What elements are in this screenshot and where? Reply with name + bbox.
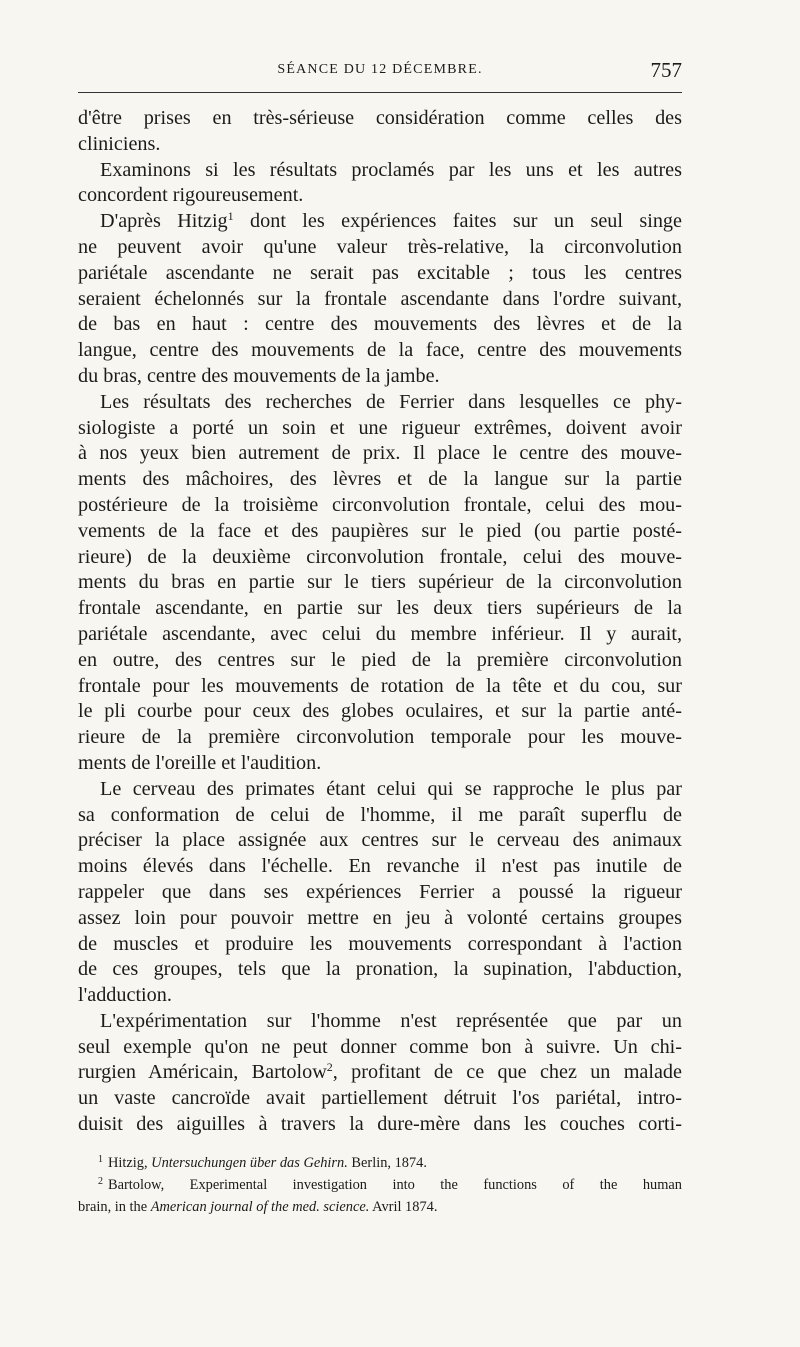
- text-line: postérieure de la troisième circonvolution frontale, celui des mou-: [78, 493, 682, 516]
- text-line: l'adduction.: [78, 984, 172, 1007]
- text-line: [78, 209, 682, 235]
- text-line: duisit des aiguilles à travers la dure-mère dans les couches corti-: [78, 1113, 682, 1136]
- paragraph: [78, 158, 682, 210]
- text-line: langue, centre des mouvements de la face, centre des mouvements: [78, 339, 682, 362]
- text-line: seul exemple qu'on ne peut donner comme bon à suivre. Un chi-: [78, 1035, 682, 1058]
- text-line: un vaste cancroïde avait partiellement détruit l'os pariétal, intro-: [78, 1087, 682, 1110]
- footnote-ref[interactable]: 2: [326, 1060, 333, 1075]
- text-line: le pli courbe pour ceux des globes oculaires, et sur la partie anté-: [78, 700, 682, 723]
- footnote-marker: 1: [98, 1154, 103, 1165]
- text-line: Le cerveau des primates étant celui qui se rapproche le plus par: [100, 777, 682, 800]
- text-line: rieure) de la deuxième circonvolution frontale, celui des mouve-: [78, 545, 682, 568]
- paragraph: [78, 1009, 682, 1138]
- text-line: de muscles et produire les mouvements correspondant à l'action: [78, 932, 682, 955]
- text-line: moins élevés dans l'échelle. En revanche il n'est pas inutile de: [78, 855, 682, 878]
- text-line: préciser la place assignée aux centres sur le cerveau des animaux: [78, 829, 682, 852]
- header-rule: [78, 92, 682, 93]
- text-line: ne peuvent avoir qu'une valeur très-relative, la circonvolution: [78, 235, 682, 258]
- text-line: du bras, centre des mouvements de la jambe.: [78, 364, 440, 387]
- text-fragment: dont les expériences faites sur un seul singe: [233, 210, 682, 233]
- text-fragment: rurgien Américain, Bartolow: [78, 1061, 327, 1084]
- text-line: cliniciens.: [78, 132, 161, 155]
- paragraph: [78, 390, 682, 777]
- footnote-text: Bartolow, Experimental investigation into the functions of the human: [108, 1177, 682, 1193]
- text-line: de ces groupes, tels que la pronation, la supination, l'abduction,: [78, 958, 682, 981]
- text-line: pariétale ascendante ne serait pas excitable ; tous les centres: [78, 261, 682, 284]
- text-line: vements de la face et des paupières sur le pied (ou partie posté-: [78, 519, 682, 542]
- paragraph: [78, 106, 682, 158]
- text-line: en outre, des centres sur le pied de la première circonvolution: [78, 648, 682, 671]
- text-line: assez loin pour pouvoir mettre en jeu à volonté certains groupes: [78, 906, 682, 929]
- text-line: ments des mâchoires, des lèvres et de la langue sur la partie: [78, 468, 682, 491]
- page-header: [78, 58, 682, 86]
- text-fragment: D'après Hitzig: [100, 210, 228, 233]
- running-head: SÉANCE DU 12 DÉCEMBRE.: [277, 62, 483, 77]
- page-number: 757: [650, 58, 682, 82]
- footnote-2-cont: [78, 1196, 682, 1218]
- text-line: [78, 1060, 682, 1086]
- text-line: sa conformation de celui de l'homme, il me paraît superflu de: [78, 803, 682, 826]
- text-line: frontale ascendante, en partie sur les deux tiers supérieurs de la: [78, 597, 682, 620]
- text-line: à nos yeux bien autrement de prix. Il place le centre des mouve-: [78, 442, 682, 465]
- text-fragment: , profitant de ce que chez un malade: [332, 1061, 682, 1084]
- text-line: rieure de la première circonvolution temporale pour les mouve-: [78, 726, 682, 749]
- text-line: de bas en haut : centre des mouvements des lèvres et de la: [78, 313, 682, 336]
- footnote-text: brain, in the: [78, 1199, 151, 1215]
- footnote-text: Hitzig,: [108, 1155, 152, 1171]
- text-line: ments du bras en partie sur le tiers supérieur de la circonvolution: [78, 571, 682, 594]
- text-line: pariétale ascendante, avec celui du membre inférieur. Il y aurait,: [78, 622, 682, 645]
- footnote-1: [78, 1152, 682, 1174]
- text-line: frontale pour les mouvements de rotation de la tête et du cou, sur: [78, 674, 682, 697]
- text-line: concordent rigoureusement.: [78, 184, 304, 207]
- footnote-title: Untersuchungen über das Gehirn.: [151, 1155, 348, 1171]
- text-line: rappeler que dans ses expériences Ferrier a poussé la rigueur: [78, 880, 682, 903]
- paragraph: [78, 209, 682, 390]
- body-text: [78, 106, 682, 1138]
- text-line: seraient échelonnés sur la frontale ascendante dans l'ordre suivant,: [78, 287, 682, 310]
- text-line: Les résultats des recherches de Ferrier dans lesquelles ce phy-: [100, 390, 682, 413]
- text-line: L'expérimentation sur l'homme n'est représentée que par un: [100, 1009, 682, 1032]
- text-line: siologiste a porté un soin et une rigueur extrêmes, doivent avoir: [78, 416, 682, 439]
- text-line: ments de l'oreille et l'audition.: [78, 751, 322, 774]
- footnote-marker: 2: [98, 1176, 103, 1187]
- footnote-2: [78, 1174, 682, 1196]
- footnote-text: Berlin, 1874.: [347, 1155, 427, 1171]
- footnote-title: American journal of the med. science.: [150, 1199, 370, 1215]
- paragraph: [78, 777, 682, 1009]
- text-line: d'être prises en très-sérieuse considération comme celles des: [78, 107, 682, 129]
- text-line: Examinons si les résultats proclamés par les uns et les autres: [100, 158, 682, 181]
- footnotes: [78, 1152, 682, 1218]
- footnote-ref[interactable]: 1: [227, 209, 234, 223]
- footnote-text: Avril 1874.: [369, 1199, 438, 1215]
